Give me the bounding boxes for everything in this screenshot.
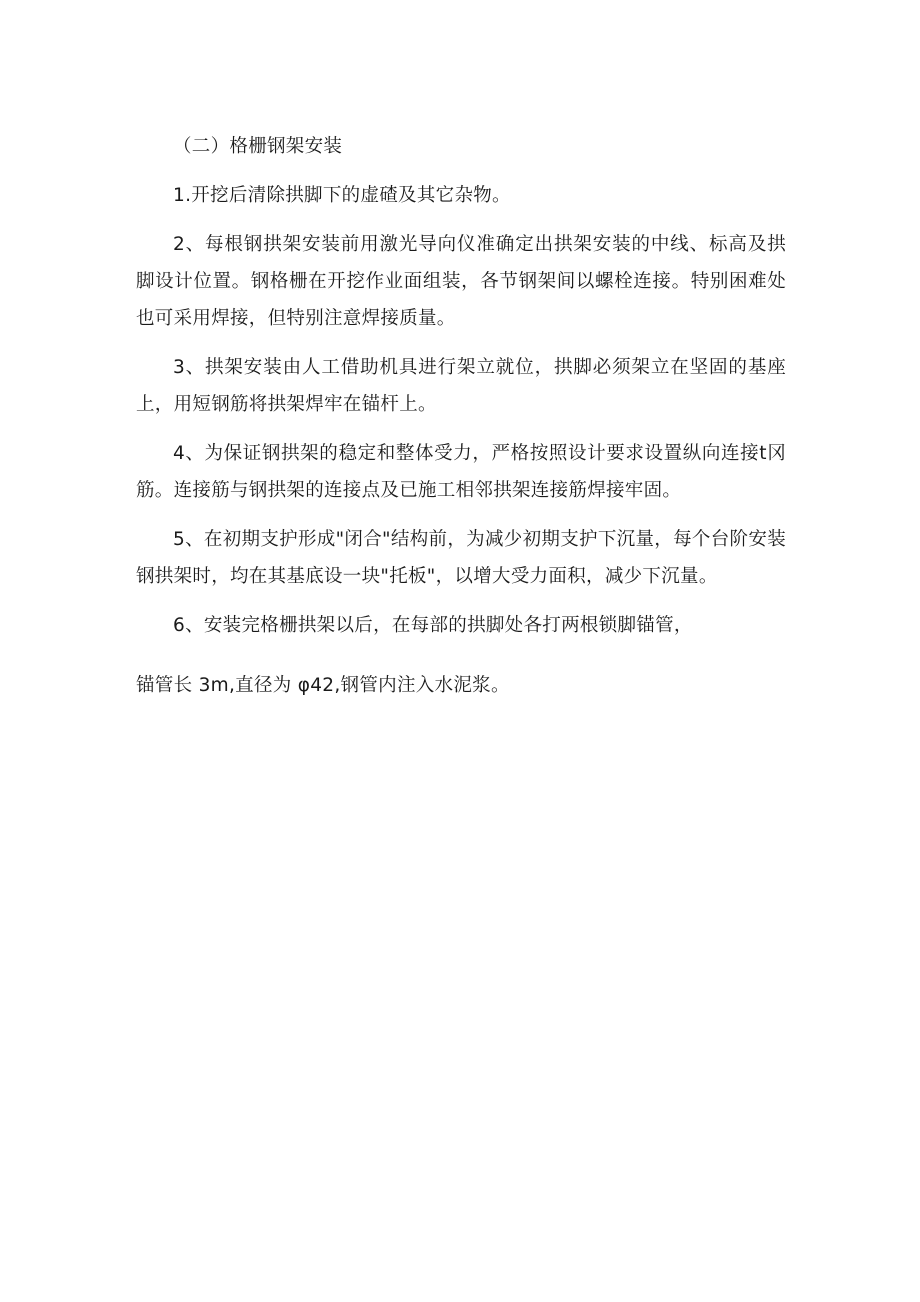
document-body (136, 128, 786, 704)
section-heading: （二）格栅钢架安装 (173, 136, 343, 157)
paragraph-3: 3、拱架安装由人工借助机具进行架立就位，拱脚必须架立在坚固的基座上，用短钢筋将拱架焊牢在锚杆上。 (136, 357, 786, 415)
paragraph-6: 6、安装完格栅拱架以后，在每部的拱脚处各打两根锁脚锚管， (173, 615, 693, 636)
paragraph-4: 4、为保证钢拱架的稳定和整体受力，严格按照设计要求设置纵向连接t冈筋。连接筋与钢拱架的连接点及已施工相邻拱架连接筋焊接牢固。 (136, 443, 786, 501)
paragraph-1: 1.开挖后清除拱脚下的虚碴及其它杂物。 (173, 185, 511, 206)
paragraph-2: 2、每根钢拱架安装前用激光导向仪准确定出拱架安装的中线、标高及拱脚设计位置。钢格栅在开挖作业面组装，各节钢架间以螺栓连接。特别困难处也可采用焊接，但特别注意焊接质量。 (136, 234, 786, 329)
paragraph-6-continuation: 锚管长 3m,直径为 φ42,钢管内注入水泥浆。 (136, 675, 510, 696)
paragraph-5: 5、在初期支护形成"闭合"结构前，为减少初期支护下沉量，每个台阶安装钢拱架时，均在其基底设一块"托板"，以增大受力面积，减少下沉量。 (136, 529, 786, 587)
